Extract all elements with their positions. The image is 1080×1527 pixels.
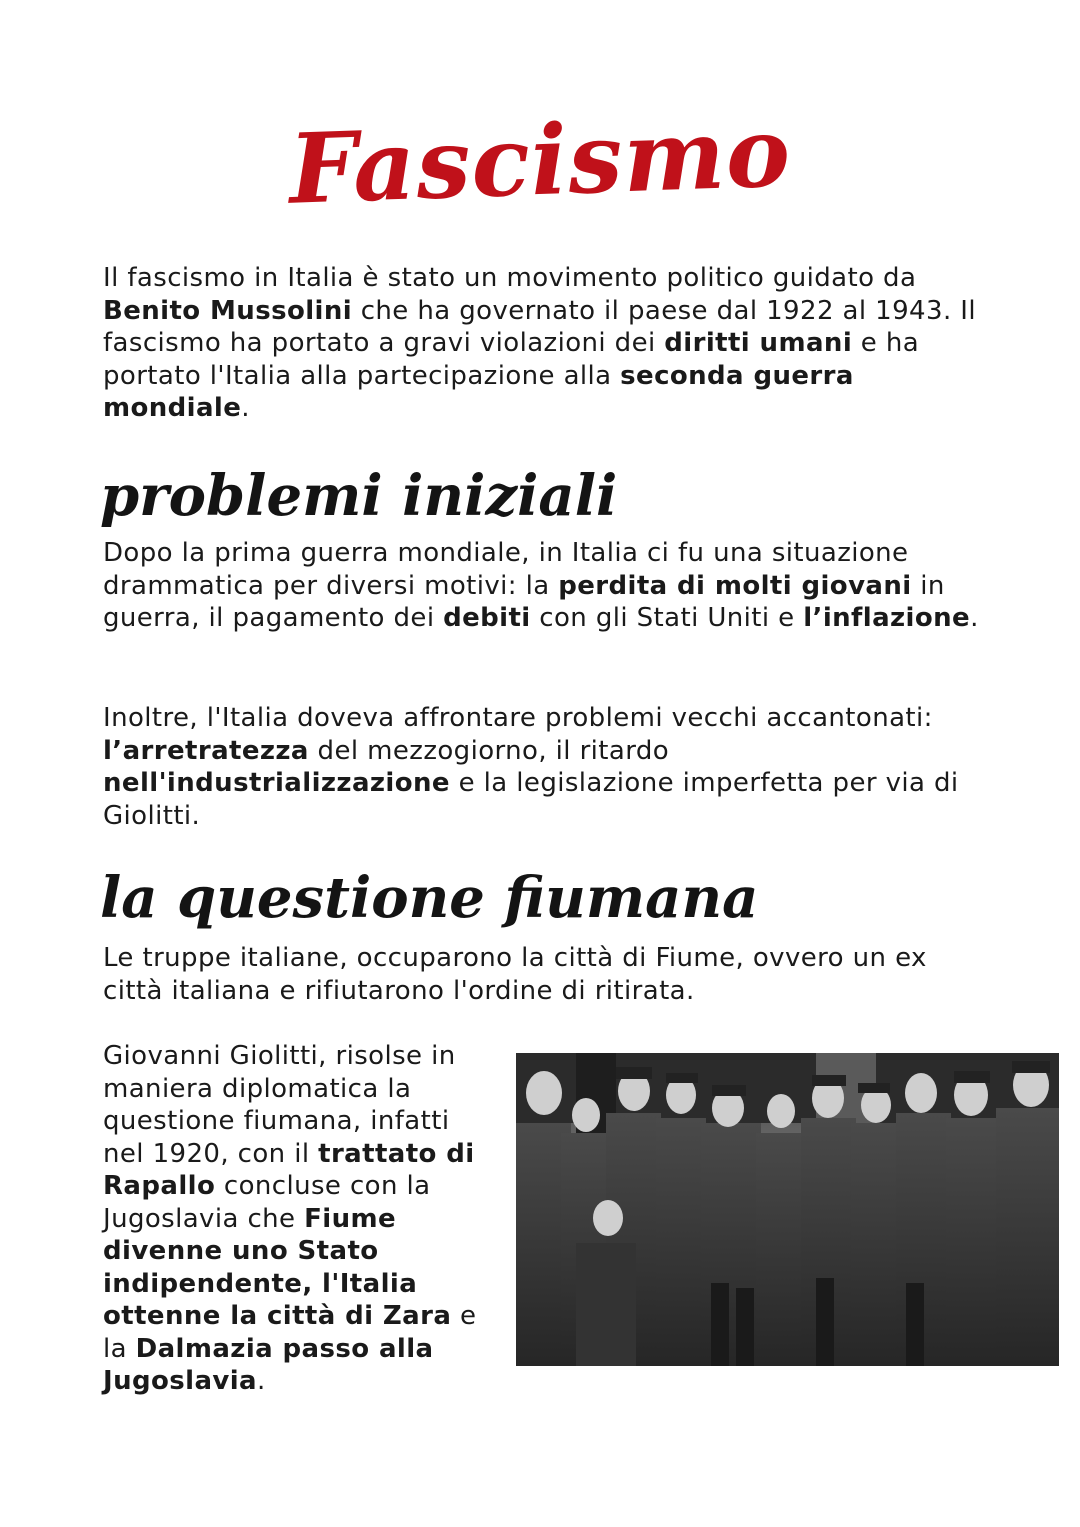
s1p1-text: Dopo la prima guerra mondiale, in Italia ci fu una situazione drammatica per diversi motivi: la [103, 538, 909, 601]
s1p2-text: del mezzogiorno, il ritardo [308, 735, 670, 766]
s2p2-text: Giovanni Giolitti, risolse in maniera diplomatica la questione fiumana, infatti nel 1920, con il [103, 1041, 456, 1169]
intro-text: che ha governato il paese dal 1922 al 1943. Il fascismo ha portato a gravi violazioni dei [103, 295, 976, 358]
s1p1-text: con gli Stati Uniti e [530, 603, 804, 633]
page-title: Fascismo [287, 95, 793, 226]
s2p2-bold: trattato di Rapallo [103, 1138, 475, 1201]
s1p2-bold: l’arretratezza [103, 735, 309, 766]
soldiers-group-image [516, 1053, 1059, 1366]
s1p1-text: in guerra, il pagamento dei [103, 570, 945, 633]
intro-bold: seconda guerra mondiale [103, 360, 854, 423]
intro-bold: Benito Mussolini [103, 295, 353, 326]
s1p2-bold: nell'industrializzazione [103, 768, 450, 798]
section2-paragraph-2 [103, 1040, 493, 1398]
s1p2-text: e la legislazione imperfetta per via di Giolitti. [103, 768, 959, 831]
section-heading-questione-fiumana: la questione fiumana [100, 865, 759, 931]
s2p2-text: concluse con la Jugoslavia che [103, 1171, 431, 1234]
section1-paragraph-1 [103, 537, 983, 635]
intro-paragraph [103, 262, 983, 425]
s1p2-text: Inoltre, l'Italia doveva affrontare problemi vecchi accantonati: [103, 703, 933, 733]
intro-text: Il fascismo in Italia è stato un movimento politico guidato da [103, 263, 917, 293]
historical-photo [516, 1053, 1059, 1366]
s1p1-text: . [970, 603, 979, 633]
s1p1-bold: debiti [443, 603, 531, 633]
s2p2-bold: Fiume divenne uno Stato indipendente, l'Italia ottenne la città di Zara [103, 1203, 452, 1331]
section-heading-problemi-iniziali: problemi iniziali [100, 463, 618, 529]
s2p2-bold: Dalmazia passo alla Jugoslavia [103, 1333, 434, 1396]
intro-text: e ha portato l'Italia alla partecipazione alla [103, 328, 920, 391]
s2p2-text: . [257, 1366, 266, 1396]
intro-text: . [241, 393, 250, 423]
section1-paragraph-2 [103, 702, 983, 832]
s1p1-bold: l’inflazione [803, 603, 971, 633]
s2p2-text: e la [103, 1301, 477, 1364]
section2-paragraph-1: Le truppe italiane, occuparono la città di Fiume, ovvero un ex città italiana e rifiutarono l'ordine di ritirata. [103, 943, 927, 1006]
intro-bold: diritti umani [664, 328, 853, 358]
s1p1-bold: perdita di molti giovani [558, 570, 912, 601]
